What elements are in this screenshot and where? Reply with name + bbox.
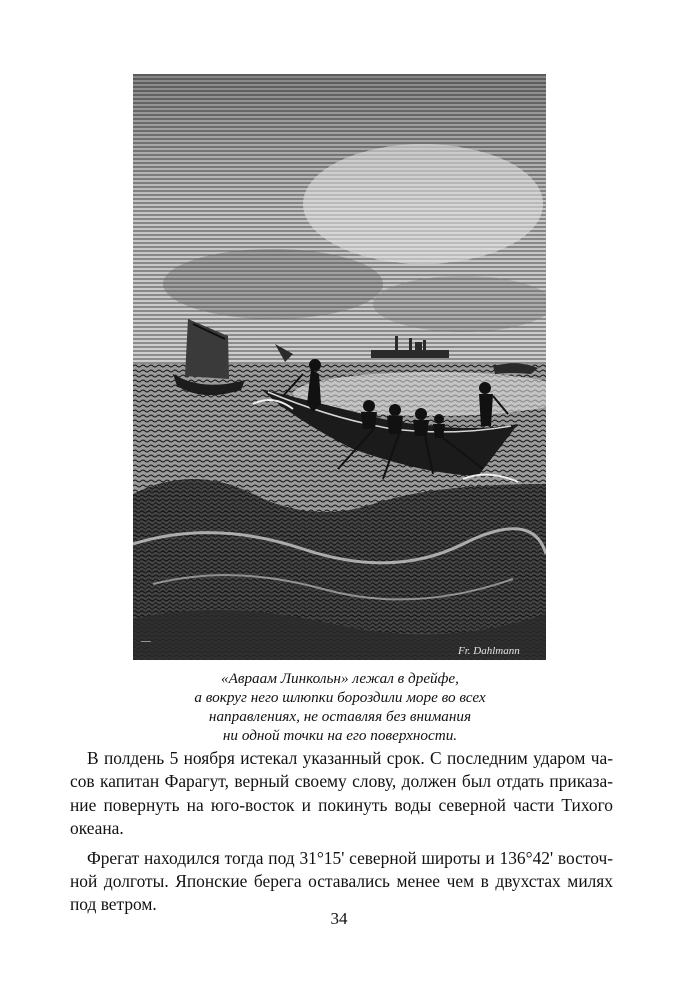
- text-line: В полдень 5 ноября истекал указанный срок. С последним ударом ча-: [87, 748, 613, 768]
- text-line: Фрегат находился тогда под 31°15' северной широты и 136°42' восточ-: [87, 847, 613, 868]
- svg-text:—: —: [141, 635, 151, 647]
- text-line: под ветром.: [70, 894, 157, 915]
- paragraph: [70, 847, 613, 917]
- engraver-signature: Fr. Dahlmann: [458, 645, 520, 657]
- engraving-illustration: [133, 74, 546, 660]
- illustration-caption: [120, 669, 560, 745]
- body-text: [70, 747, 613, 923]
- caption-line: а вокруг него шлюпки бороздили море во всех: [194, 689, 486, 706]
- page-number: 34: [330, 909, 348, 928]
- caption-line: направлениях, не оставляя без внимания: [208, 708, 472, 725]
- text-line: ной долготы. Японские берега оставались менее чем в двухстах милях: [70, 871, 613, 892]
- text-line: сов капитан Фарагут, верный своему слову, должен был отдать приказа-: [70, 771, 613, 792]
- caption-line: «Авраам Линкольн» лежал в дрейфе,: [221, 670, 459, 687]
- paragraph: [70, 747, 613, 841]
- caption-line: ни одной точки на его поверхности.: [222, 727, 458, 744]
- text-line: океана.: [70, 818, 124, 839]
- text-line: ние повернуть на юго-восток и покинуть воды северной части Тихого: [70, 794, 613, 815]
